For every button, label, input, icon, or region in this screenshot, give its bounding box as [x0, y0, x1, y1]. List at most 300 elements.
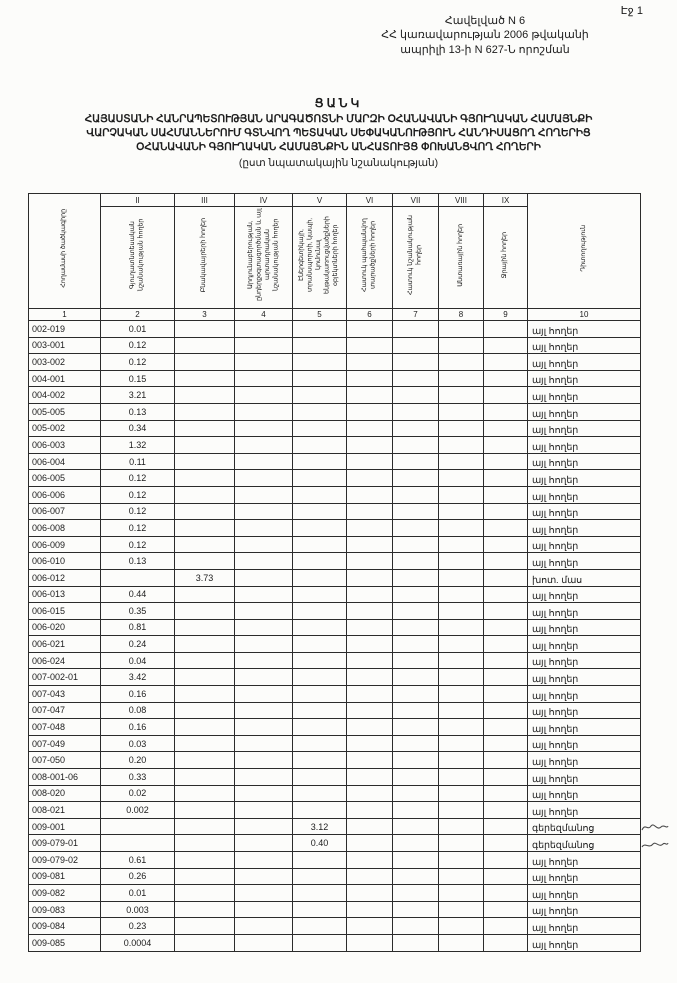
area-value-cell — [439, 453, 484, 470]
area-value-cell — [484, 686, 528, 703]
column-header-2-label: Գյուղատնտեսական նշանակության հողեր — [129, 218, 145, 292]
area-value-cell — [293, 934, 347, 951]
area-value-cell — [293, 321, 347, 338]
area-value-cell — [235, 901, 293, 918]
area-value-cell — [393, 420, 439, 437]
area-value-cell — [175, 503, 235, 520]
area-value-cell — [175, 470, 235, 487]
area-value-cell — [484, 802, 528, 819]
area-value-cell — [484, 918, 528, 935]
area-value-cell — [175, 719, 235, 736]
table-row — [29, 818, 641, 835]
roman-numeral-IX: IX — [484, 194, 528, 207]
table-row — [29, 420, 641, 437]
area-value-cell — [235, 835, 293, 852]
area-value-cell — [393, 453, 439, 470]
area-value-cell — [293, 553, 347, 570]
area-value-cell — [347, 536, 393, 553]
area-value-cell — [235, 702, 293, 719]
area-value-cell — [347, 403, 393, 420]
remark-cell: այլ հողեր — [528, 403, 641, 420]
table-row — [29, 652, 641, 669]
parcel-code-cell: 008-001-06 — [29, 769, 101, 786]
area-value-cell — [393, 802, 439, 819]
area-value-cell — [393, 553, 439, 570]
area-value-cell — [235, 918, 293, 935]
area-value-cell — [484, 785, 528, 802]
remark-cell: այլ հողեր — [528, 586, 641, 603]
area-value-cell — [484, 569, 528, 586]
area-value-cell — [439, 802, 484, 819]
title-subtitle: (ըստ նպատակային նշանակության) — [238, 158, 439, 170]
area-value-cell — [235, 354, 293, 371]
column-number-6: 6 — [347, 309, 393, 321]
area-value-cell: 0.01 — [101, 885, 175, 902]
column-header-5 — [293, 207, 347, 309]
area-value-cell — [347, 354, 393, 371]
area-value-cell — [293, 619, 347, 636]
area-value-cell — [393, 636, 439, 653]
area-value-cell — [484, 420, 528, 437]
column-number-4: 4 — [235, 309, 293, 321]
column-number-5: 5 — [293, 309, 347, 321]
remark-cell: այլ հողեր — [528, 652, 641, 669]
parcel-code-cell: 007-043 — [29, 686, 101, 703]
area-value-cell — [439, 868, 484, 885]
area-value-cell — [393, 520, 439, 537]
remark-cell: այլ հողեր — [528, 702, 641, 719]
area-value-cell — [393, 652, 439, 669]
column-number-row — [29, 309, 641, 321]
parcel-code-cell: 006-015 — [29, 603, 101, 620]
area-value-cell — [393, 852, 439, 869]
area-value-cell — [393, 752, 439, 769]
area-value-cell — [293, 719, 347, 736]
remark-cell: այլ հողեր — [528, 603, 641, 620]
area-value-cell — [347, 603, 393, 620]
table-row — [29, 437, 641, 454]
area-value-cell: 3.73 — [175, 569, 235, 586]
table-row — [29, 520, 641, 537]
parcel-code-cell: 003-001 — [29, 337, 101, 354]
area-value-cell — [235, 486, 293, 503]
area-value-cell — [484, 835, 528, 852]
area-value-cell — [175, 586, 235, 603]
area-value-cell — [347, 752, 393, 769]
appendix-reference — [340, 14, 630, 57]
area-value-cell — [347, 370, 393, 387]
area-value-cell — [484, 885, 528, 902]
area-value-cell — [439, 918, 484, 935]
area-value-cell — [484, 852, 528, 869]
area-value-cell — [393, 818, 439, 835]
page-number: Էջ 1 — [620, 5, 643, 17]
table-row — [29, 669, 641, 686]
parcel-code-cell: 006-021 — [29, 636, 101, 653]
area-value-cell — [439, 885, 484, 902]
area-value-cell — [235, 868, 293, 885]
appendix-line-2: ՀՀ կառավարության 2006 թվականի — [381, 29, 589, 42]
area-value-cell — [293, 652, 347, 669]
remark-cell: այլ հողեր — [528, 769, 641, 786]
area-value-cell: 0.12 — [101, 503, 175, 520]
area-value-cell — [484, 370, 528, 387]
area-value-cell — [347, 686, 393, 703]
area-value-cell — [393, 669, 439, 686]
area-value-cell — [235, 520, 293, 537]
area-value-cell — [235, 536, 293, 553]
area-value-cell — [235, 619, 293, 636]
column-header-9-label: Ջրային հողեր — [501, 231, 509, 279]
area-value-cell — [235, 569, 293, 586]
remark-cell: այլ հողեր — [528, 636, 641, 653]
table-row — [29, 553, 641, 570]
area-value-cell: 3.21 — [101, 387, 175, 404]
table-row — [29, 321, 641, 338]
remark-cell: այլ հողեր — [528, 503, 641, 520]
parcel-code-cell: 006-020 — [29, 619, 101, 636]
area-value-cell: 0.002 — [101, 802, 175, 819]
area-value-cell — [175, 652, 235, 669]
area-value-cell — [347, 901, 393, 918]
area-value-cell — [175, 669, 235, 686]
area-value-cell — [393, 403, 439, 420]
land-parcel-table — [28, 193, 641, 952]
area-value-cell: 0.13 — [101, 553, 175, 570]
area-value-cell — [347, 818, 393, 835]
area-value-cell — [175, 686, 235, 703]
remark-cell: այլ հողեր — [528, 486, 641, 503]
table-row — [29, 403, 641, 420]
column-header-7 — [393, 207, 439, 309]
area-value-cell — [393, 619, 439, 636]
area-value-cell — [347, 486, 393, 503]
area-value-cell — [347, 470, 393, 487]
area-value-cell — [293, 636, 347, 653]
table-row — [29, 719, 641, 736]
remark-cell: գերեզմանոց — [528, 818, 641, 835]
area-value-cell — [484, 520, 528, 537]
parcel-code-cell: 002-019 — [29, 321, 101, 338]
area-value-cell — [439, 934, 484, 951]
area-value-cell: 0.35 — [101, 603, 175, 620]
area-value-cell — [175, 403, 235, 420]
table-row — [29, 769, 641, 786]
parcel-code-cell: 006-004 — [29, 453, 101, 470]
roman-numeral-III: III — [175, 194, 235, 207]
area-value-cell — [175, 918, 235, 935]
area-value-cell: 0.04 — [101, 652, 175, 669]
area-value-cell — [293, 868, 347, 885]
area-value-cell — [484, 403, 528, 420]
area-value-cell — [439, 337, 484, 354]
area-value-cell — [484, 486, 528, 503]
remark-cell: այլ հողեր — [528, 437, 641, 454]
parcel-code-cell: 006-012 — [29, 569, 101, 586]
parcel-code-cell: 007-049 — [29, 735, 101, 752]
area-value-cell — [347, 702, 393, 719]
area-value-cell — [175, 619, 235, 636]
column-header-parcel-code — [29, 194, 101, 309]
table-row — [29, 752, 641, 769]
area-value-cell — [347, 520, 393, 537]
remark-cell: այլ հողեր — [528, 752, 641, 769]
area-value-cell — [293, 453, 347, 470]
document-heading: ՑԱՆԿ — [314, 96, 363, 110]
area-value-cell — [347, 934, 393, 951]
column-number-1: 1 — [29, 309, 101, 321]
area-value-cell — [439, 636, 484, 653]
area-value-cell — [235, 420, 293, 437]
column-header-4-label: Արդյունաբերության, ընդերքօգտագործման և այլ արտադրական նշանակության հողեր — [246, 208, 279, 302]
area-value-cell — [293, 370, 347, 387]
remark-cell: գերեզմանոց — [528, 835, 641, 852]
area-value-cell — [235, 802, 293, 819]
area-value-cell — [393, 486, 439, 503]
area-value-cell: 0.61 — [101, 852, 175, 869]
parcel-code-cell: 006-006 — [29, 486, 101, 503]
column-number-3: 3 — [175, 309, 235, 321]
table-row — [29, 702, 641, 719]
area-value-cell — [439, 702, 484, 719]
remark-cell: այլ հողեր — [528, 354, 641, 371]
area-value-cell — [235, 387, 293, 404]
area-value-cell — [439, 520, 484, 537]
column-header-3 — [175, 207, 235, 309]
area-value-cell — [484, 337, 528, 354]
area-value-cell — [347, 785, 393, 802]
area-value-cell — [235, 852, 293, 869]
area-value-cell — [393, 437, 439, 454]
area-value-cell: 0.08 — [101, 702, 175, 719]
table-row — [29, 569, 641, 586]
area-value-cell — [484, 934, 528, 951]
column-header-6-label: Հատուկ պահպանվող տարածքների հողեր — [361, 218, 377, 292]
area-value-cell — [235, 752, 293, 769]
area-value-cell — [439, 686, 484, 703]
area-value-cell: 0.12 — [101, 486, 175, 503]
remark-cell: այլ հողեր — [528, 337, 641, 354]
parcel-code-cell: 009-084 — [29, 918, 101, 935]
parcel-code-cell: 005-002 — [29, 420, 101, 437]
remark-cell: այլ հողեր — [528, 470, 641, 487]
area-value-cell — [175, 934, 235, 951]
area-value-cell — [484, 387, 528, 404]
area-value-cell — [439, 486, 484, 503]
remark-cell: այլ հողեր — [528, 536, 641, 553]
parcel-code-cell: 004-001 — [29, 370, 101, 387]
area-value-cell: 0.81 — [101, 619, 175, 636]
remark-cell: այլ հողեր — [528, 520, 641, 537]
area-value-cell — [393, 702, 439, 719]
roman-numeral-VIII: VIII — [439, 194, 484, 207]
area-value-cell — [175, 603, 235, 620]
table-row — [29, 536, 641, 553]
area-value-cell — [235, 553, 293, 570]
area-value-cell — [347, 453, 393, 470]
parcel-code-cell: 007-050 — [29, 752, 101, 769]
area-value-cell — [439, 669, 484, 686]
parcel-code-cell: 006-007 — [29, 503, 101, 520]
area-value-cell — [347, 420, 393, 437]
area-value-cell — [347, 669, 393, 686]
remark-cell: այլ հողեր — [528, 852, 641, 869]
area-value-cell — [393, 735, 439, 752]
area-value-cell — [101, 569, 175, 586]
table-row — [29, 885, 641, 902]
column-header-4 — [235, 207, 293, 309]
area-value-cell — [393, 603, 439, 620]
table-row — [29, 735, 641, 752]
area-value-cell — [235, 818, 293, 835]
area-value-cell — [293, 901, 347, 918]
area-value-cell: 0.34 — [101, 420, 175, 437]
area-value-cell — [293, 735, 347, 752]
area-value-cell — [235, 934, 293, 951]
remark-cell: այլ հողեր — [528, 553, 641, 570]
column-header-5-label: Էներգետիկայի, տրանսպորտի, կապի, կոմունալ ենթակառուցվածքների օբյեկտների հողեր — [298, 216, 340, 294]
area-value-cell — [293, 420, 347, 437]
area-value-cell — [235, 337, 293, 354]
area-value-cell — [484, 818, 528, 835]
area-value-cell — [235, 503, 293, 520]
remark-cell: այլ հողեր — [528, 735, 641, 752]
remark-cell: խոտ. մաս — [528, 569, 641, 586]
area-value-cell — [347, 918, 393, 935]
column-header-3-label: Բնակավայրերի հողեր — [200, 217, 208, 293]
parcel-code-cell: 006-010 — [29, 553, 101, 570]
remark-cell: այլ հողեր — [528, 387, 641, 404]
area-value-cell — [293, 686, 347, 703]
area-value-cell — [484, 868, 528, 885]
parcel-code-cell: 009-079-01 — [29, 835, 101, 852]
area-value-cell — [484, 586, 528, 603]
appendix-line-1: Հավելված N 6 — [444, 15, 526, 27]
parcel-code-cell: 007-002-01 — [29, 669, 101, 686]
appendix-line-3: ապրիլի 13-ի N 627-Ն որոշման — [400, 43, 570, 56]
parcel-code-cell: 009-079-02 — [29, 852, 101, 869]
area-value-cell — [175, 785, 235, 802]
parcel-code-cell: 009-085 — [29, 934, 101, 951]
area-value-cell — [293, 802, 347, 819]
area-value-cell: 0.003 — [101, 901, 175, 918]
column-header-6 — [347, 207, 393, 309]
area-value-cell — [235, 403, 293, 420]
area-value-cell: 0.44 — [101, 586, 175, 603]
remark-cell: այլ հողեր — [528, 918, 641, 935]
area-value-cell — [293, 403, 347, 420]
area-value-cell — [235, 769, 293, 786]
area-value-cell — [175, 520, 235, 537]
area-value-cell — [484, 735, 528, 752]
area-value-cell — [439, 603, 484, 620]
title-line-2: ՎԱՐՉԱԿԱՆ ՍԱՀՄԱՆՆԵՐՈՒՄ ԳՏՆՎՈՂ ՊԵՏԱԿԱՆ ՍԵՓԱԿԱՆՈՒԹՅՈՒՆ ՀԱՆԴԻՍԱՑՈՂ ՀՈՂԵՐԻՑ — [86, 128, 591, 140]
parcel-code-cell: 009-081 — [29, 868, 101, 885]
handwritten-mark-icon — [641, 820, 669, 838]
area-value-cell — [347, 802, 393, 819]
area-value-cell — [439, 553, 484, 570]
remark-cell: այլ հողեր — [528, 619, 641, 636]
parcel-code-cell: 007-047 — [29, 702, 101, 719]
area-value-cell — [235, 321, 293, 338]
area-value-cell — [484, 636, 528, 653]
remark-cell: այլ հողեր — [528, 934, 641, 951]
column-header-parcel-code-label: Հողամասի ծածկագիրը — [60, 209, 68, 288]
table-body — [29, 321, 641, 952]
area-value-cell — [347, 503, 393, 520]
area-value-cell — [293, 603, 347, 620]
area-value-cell — [175, 486, 235, 503]
remark-cell: այլ հողեր — [528, 420, 641, 437]
title-line-3: ՕՀԱՆԱՎԱՆԻ ԳՅՈՒՂԱԿԱՆ ՀԱՄԱՅՆՔԻՆ ԱՆՀԱՏՈՒՅՑ ՓՈԽԱՆՑՎՈՂ ՀՈՂԵՐԻ — [136, 142, 541, 154]
area-value-cell — [293, 885, 347, 902]
column-header-9 — [484, 207, 528, 309]
area-value-cell — [347, 321, 393, 338]
table-row — [29, 603, 641, 620]
area-value-cell — [484, 603, 528, 620]
area-value-cell — [393, 387, 439, 404]
table-row — [29, 901, 641, 918]
table-row — [29, 453, 641, 470]
area-value-cell — [439, 370, 484, 387]
area-value-cell — [439, 403, 484, 420]
area-value-cell — [235, 785, 293, 802]
remark-cell: այլ հողեր — [528, 453, 641, 470]
area-value-cell: 0.12 — [101, 520, 175, 537]
area-value-cell — [439, 470, 484, 487]
area-value-cell — [393, 901, 439, 918]
area-value-cell — [439, 503, 484, 520]
roman-numeral-VI: VI — [347, 194, 393, 207]
area-value-cell — [484, 470, 528, 487]
area-value-cell — [293, 785, 347, 802]
area-value-cell — [293, 387, 347, 404]
table-row — [29, 934, 641, 951]
area-value-cell — [347, 885, 393, 902]
table-row — [29, 918, 641, 935]
area-value-cell — [484, 553, 528, 570]
area-value-cell — [439, 852, 484, 869]
area-value-cell — [347, 586, 393, 603]
area-value-cell — [235, 453, 293, 470]
area-value-cell — [293, 486, 347, 503]
area-value-cell — [235, 735, 293, 752]
area-value-cell — [175, 885, 235, 902]
area-value-cell — [235, 719, 293, 736]
area-value-cell: 1.32 — [101, 437, 175, 454]
column-number-8: 8 — [439, 309, 484, 321]
parcel-code-cell: 003-002 — [29, 354, 101, 371]
area-value-cell: 0.13 — [101, 403, 175, 420]
area-value-cell — [393, 769, 439, 786]
area-value-cell — [235, 885, 293, 902]
area-value-cell: 0.15 — [101, 370, 175, 387]
roman-numeral-row — [29, 194, 641, 207]
area-value-cell — [393, 934, 439, 951]
area-value-cell — [175, 901, 235, 918]
area-value-cell — [293, 536, 347, 553]
roman-numeral-II: II — [101, 194, 175, 207]
area-value-cell — [347, 868, 393, 885]
area-value-cell — [393, 470, 439, 487]
table-row — [29, 785, 641, 802]
area-value-cell — [235, 370, 293, 387]
parcel-code-cell: 009-001 — [29, 818, 101, 835]
table-row — [29, 503, 641, 520]
column-header-8-label: Անտառային հողեր — [456, 223, 464, 287]
area-value-cell — [175, 769, 235, 786]
remark-cell: այլ հողեր — [528, 370, 641, 387]
